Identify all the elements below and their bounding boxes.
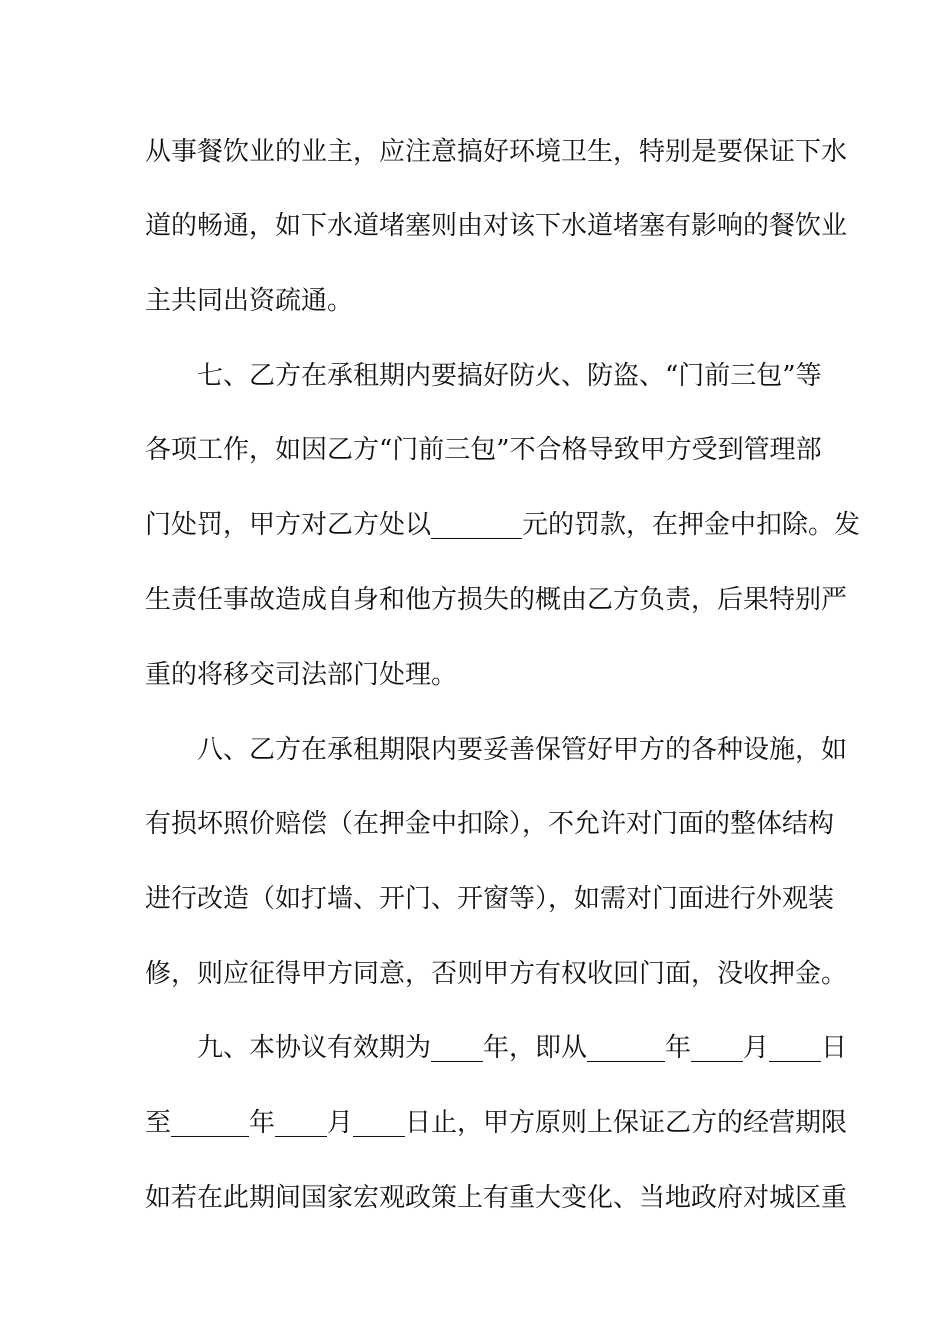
text-line: 道的畅通，如下水道堵塞则由对该下水道堵塞有影响的餐饮业	[145, 211, 848, 241]
text-line: 如若在此期间国家宏观政策上有重大变化、当地政府对城区重	[145, 1183, 848, 1213]
text-line: 从事餐饮业的业主，应注意搞好环境卫生，特别是要保证下水	[145, 137, 848, 167]
text-line: 主共同出资疏通。	[145, 286, 354, 316]
text-line: 进行改造（如打墙、开门、开窗等），如需对门面进行外观装	[145, 884, 835, 914]
text-line: 各项工作，如因乙方“门前三包”不合格导致甲方受到管理部	[145, 435, 822, 465]
text-line: 门处罚，甲方对乙方处以_______元的罚款，在押金中扣除。发	[145, 510, 861, 540]
text-line: 七、乙方在承租期内要搞好防火、防盗、“门前三包”等	[197, 361, 822, 391]
text-line: 重的将移交司法部门处理。	[145, 660, 458, 690]
text-line: 修，则应征得甲方同意，否则甲方有权收回门面，没收押金。	[145, 959, 848, 989]
text-line: 有损坏照价赔偿（在押金中扣除），不允许对门面的整体结构	[145, 809, 835, 839]
text-line: 生责任事故造成自身和他方损失的概由乙方负责，后果特别严	[145, 585, 848, 615]
text-line: 至______年____月____日止，甲方原则上保证乙方的经营期限	[145, 1108, 848, 1138]
text-line: 八、乙方在承租期限内要妥善保管好甲方的各种设施，如	[197, 735, 848, 765]
text-line: 九、本协议有效期为____年，即从______年____月____日	[197, 1033, 848, 1063]
